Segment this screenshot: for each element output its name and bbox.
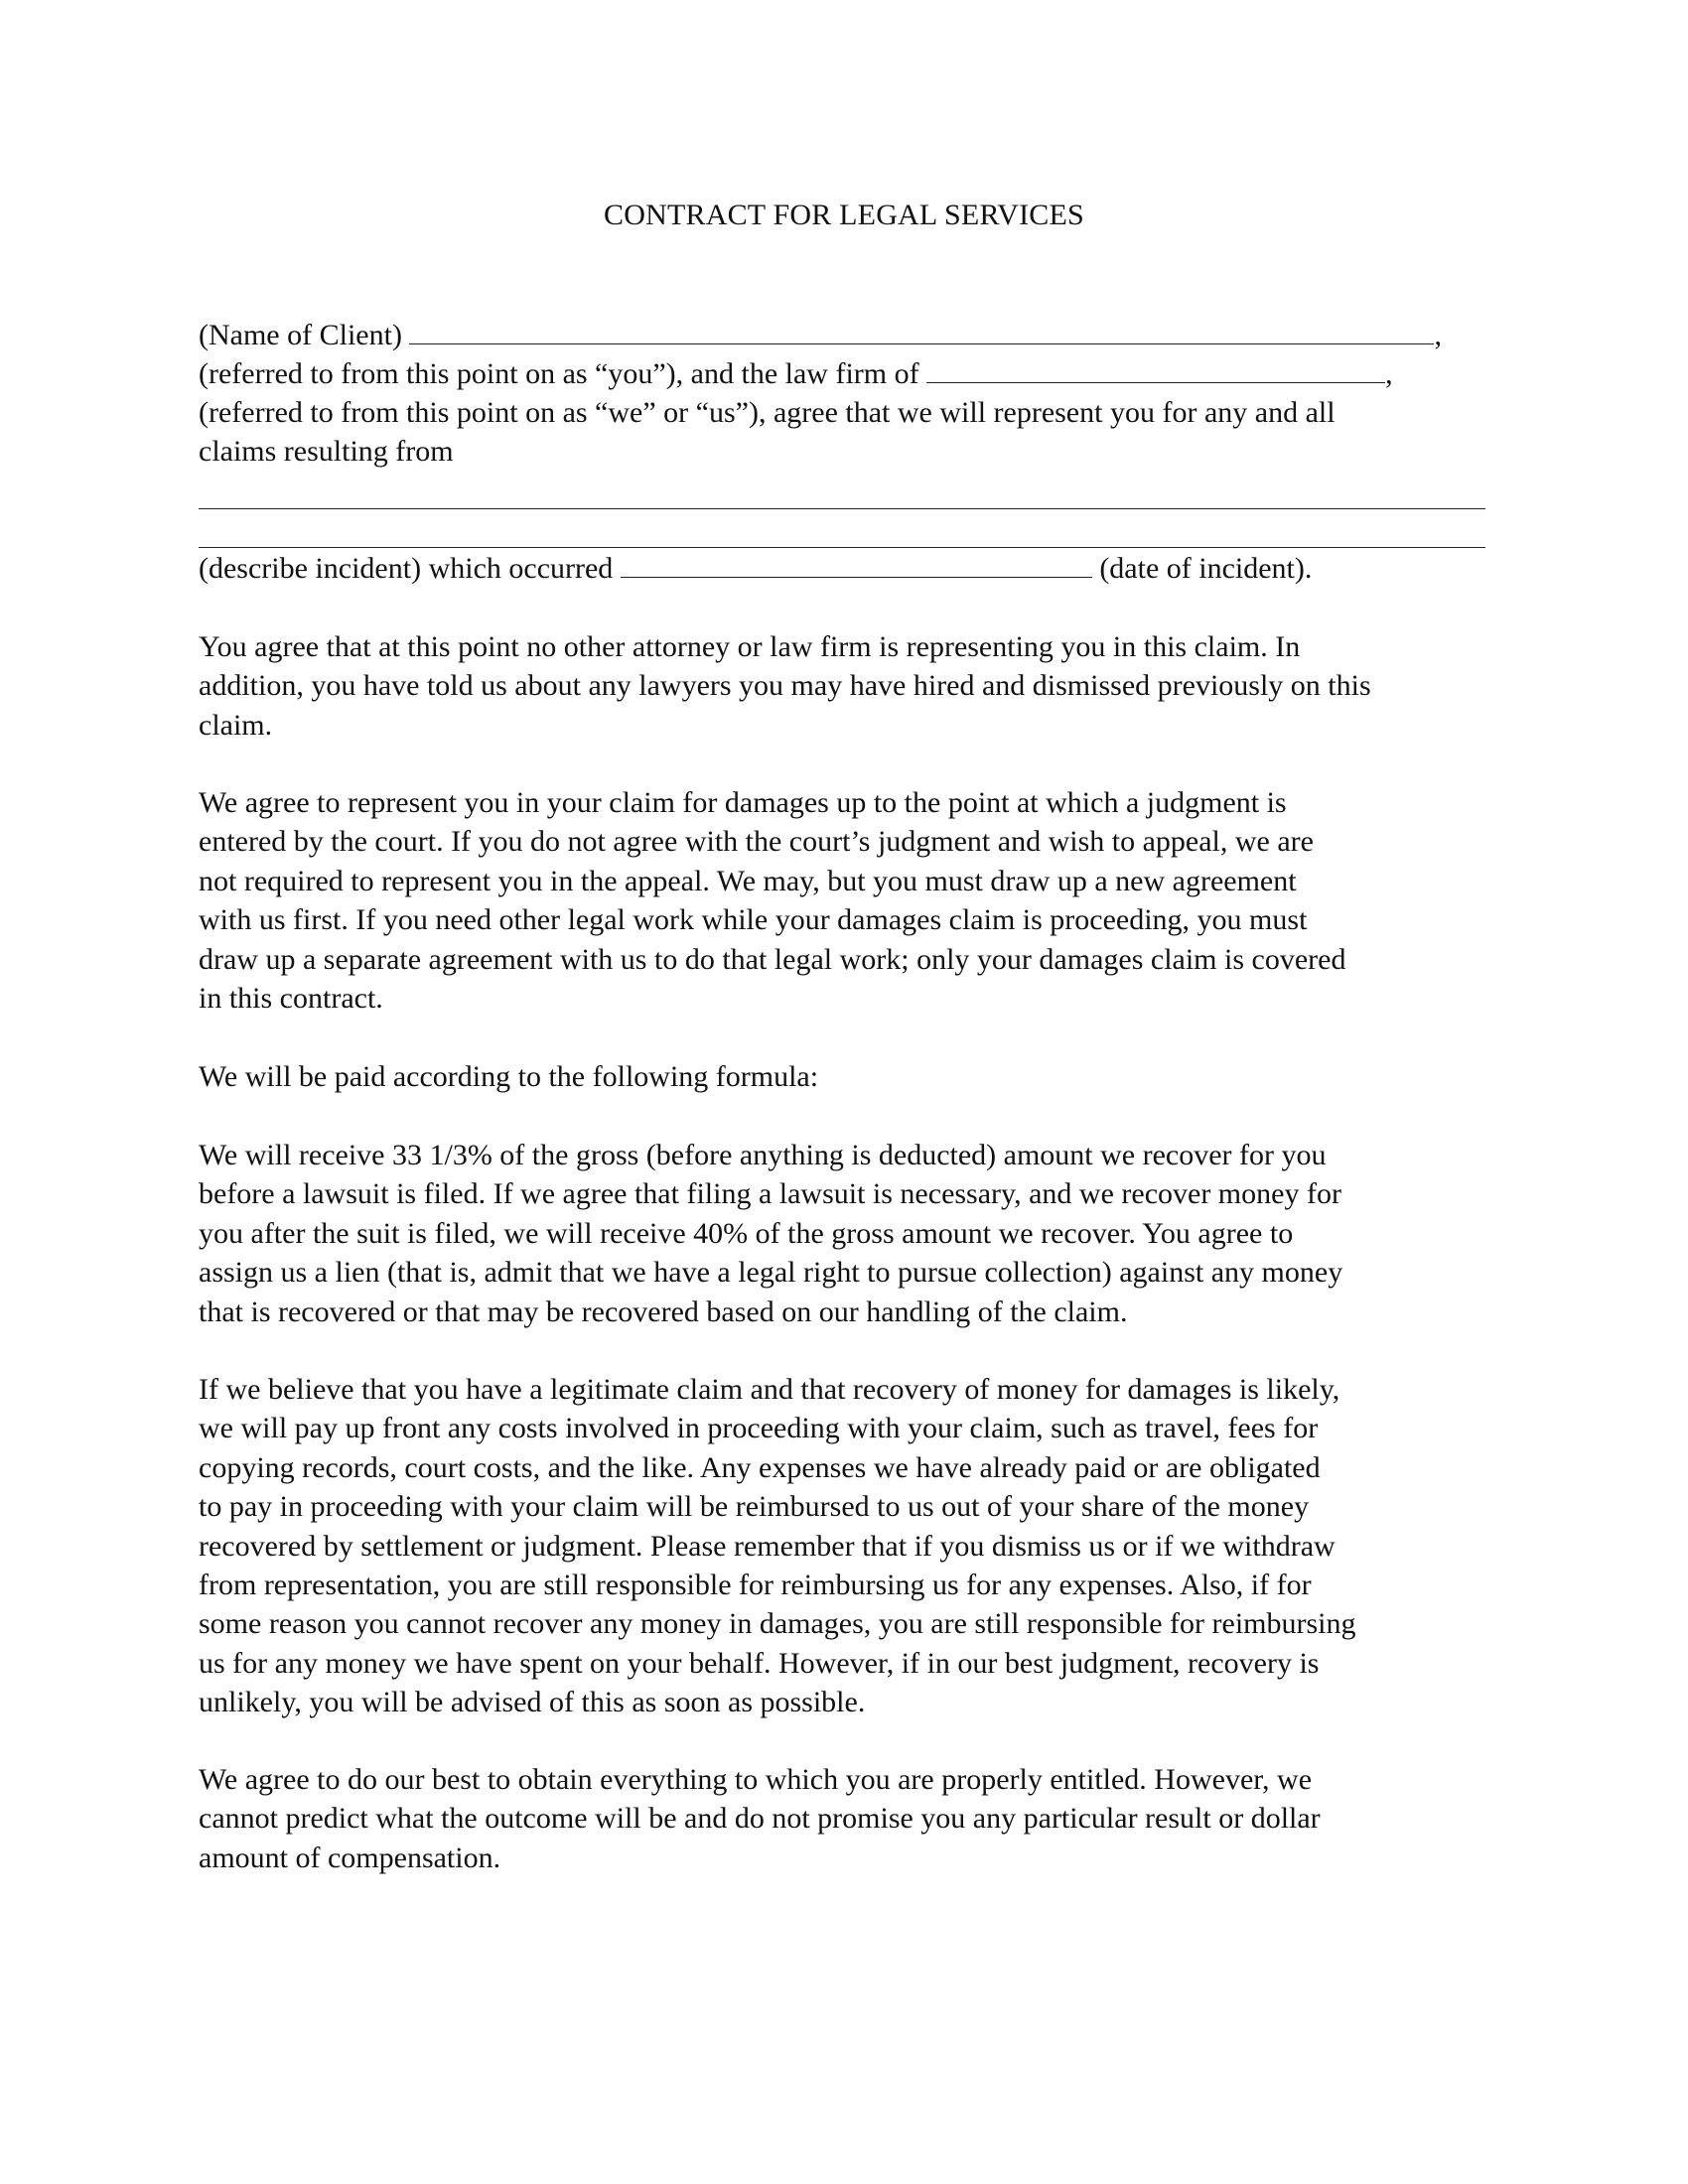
- incident-description-line-1[interactable]: [199, 508, 1485, 509]
- incident-date-line: [199, 549, 1312, 588]
- paragraph-line: draw up a separate agreement with us to do that legal work; only your damages claim is covered: [199, 942, 1346, 976]
- client-name-field[interactable]: [409, 316, 1434, 344]
- paragraph-line: before a lawsuit is filed. If we agree that filing a lawsuit is necessary, and we recover money for: [199, 1177, 1341, 1211]
- paragraph-line: from representation, you are still responsible for reimbursing us for any expenses. Also, if for: [199, 1569, 1312, 1602]
- incident-description-line-2[interactable]: [199, 547, 1485, 548]
- paragraph-line: that is recovered or that may be recovered based on our handling of the claim.: [199, 1295, 1128, 1328]
- paragraph-payment-intro: [199, 1057, 1489, 1096]
- paragraph-fee-formula: [199, 1136, 1489, 1331]
- law-firm-field[interactable]: [926, 354, 1385, 383]
- client-name-line: [199, 316, 1442, 354]
- paragraph-no-guarantee: [199, 1760, 1489, 1877]
- referred-you-text: (referred to from this point on as “you”), and the law firm of: [199, 357, 919, 390]
- paragraph-line: We will receive 33 1/3% of the gross (before anything is deducted) amount we recover for you: [199, 1139, 1327, 1171]
- paragraph-no-other-attorney: [199, 627, 1489, 745]
- paragraph-line: you after the suit is filed, we will receive 40% of the gross amount we recover. You agree to: [199, 1216, 1294, 1250]
- paragraph-line: entered by the court. If you do not agree with the court’s judgment and wish to appeal, we are: [199, 825, 1314, 859]
- claims-from-line: claims resulting from: [199, 435, 454, 468]
- paragraph-line: some reason you cannot recover any money in damages, you are still responsible for reimbursing: [199, 1607, 1356, 1641]
- paragraph-line: claim.: [199, 708, 273, 742]
- date-of-incident-label: (date of incident).: [1099, 552, 1313, 585]
- paragraph-line: We will be paid according to the following formula:: [199, 1060, 819, 1093]
- paragraph-line: we will pay up front any costs involved in proceeding with your claim, such as travel, fees for: [199, 1412, 1319, 1445]
- paragraph-line: to pay in proceeding with your claim will be reimbursed to us out of your share of the money: [199, 1490, 1310, 1524]
- incident-date-field[interactable]: [621, 549, 1092, 578]
- paragraph-line: with us first. If you need other legal work while your damages claim is proceeding, you must: [199, 903, 1308, 937]
- law-firm-comma: ,: [1385, 357, 1393, 390]
- paragraph-line: You agree that at this point no other attorney or law firm is representing you in this claim. In: [199, 630, 1301, 663]
- paragraph-line: addition, you have told us about any lawyers you may have hired and dismissed previously on this: [199, 669, 1371, 703]
- paragraph-costs-and-expenses: [199, 1370, 1489, 1722]
- paragraph-line: We agree to represent you in your claim for damages up to the point at which a judgment is: [199, 786, 1287, 819]
- paragraph-line: amount of compensation.: [199, 1841, 501, 1874]
- paragraph-line: assign us a lien (that is, admit that we have a legal right to pursue collection) against any money: [199, 1256, 1343, 1290]
- paragraph-line: copying records, court costs, and the like. Any expenses we have already paid or are obligated: [199, 1450, 1321, 1484]
- paragraph-line: not required to represent you in the appeal. We may, but you must draw up a new agreement: [199, 864, 1297, 897]
- paragraph-line: unlikely, you will be advised of this as soon as possible.: [199, 1686, 866, 1719]
- describe-incident-label: (describe incident) which occurred: [199, 552, 614, 585]
- paragraph-line: If we believe that you have a legitimate claim and that recovery of money for damages is likely,: [199, 1373, 1340, 1406]
- client-name-comma: ,: [1434, 319, 1442, 351]
- referred-we-line: (referred to from this point on as “we” or “us”), agree that we will represent you for any and all: [199, 396, 1336, 429]
- paragraph-line: in this contract.: [199, 982, 383, 1016]
- law-firm-line: [199, 354, 1393, 393]
- paragraph-line: cannot predict what the outcome will be and do not promise you any particular result or dollar: [199, 1802, 1321, 1836]
- paragraph-line: us for any money we have spent on your behalf. However, if in our best judgment, recovery is: [199, 1646, 1320, 1680]
- document-title: CONTRACT FOR LEGAL SERVICES: [604, 199, 1084, 231]
- paragraph-line: recovered by settlement or judgment. Please remember that if you dismiss us or if we withdraw: [199, 1529, 1336, 1563]
- client-name-label: (Name of Client): [199, 319, 402, 351]
- paragraph-line: We agree to do our best to obtain everything to which you are properly entitled. However, we: [199, 1763, 1313, 1796]
- paragraph-scope-of-representation: [199, 783, 1489, 1018]
